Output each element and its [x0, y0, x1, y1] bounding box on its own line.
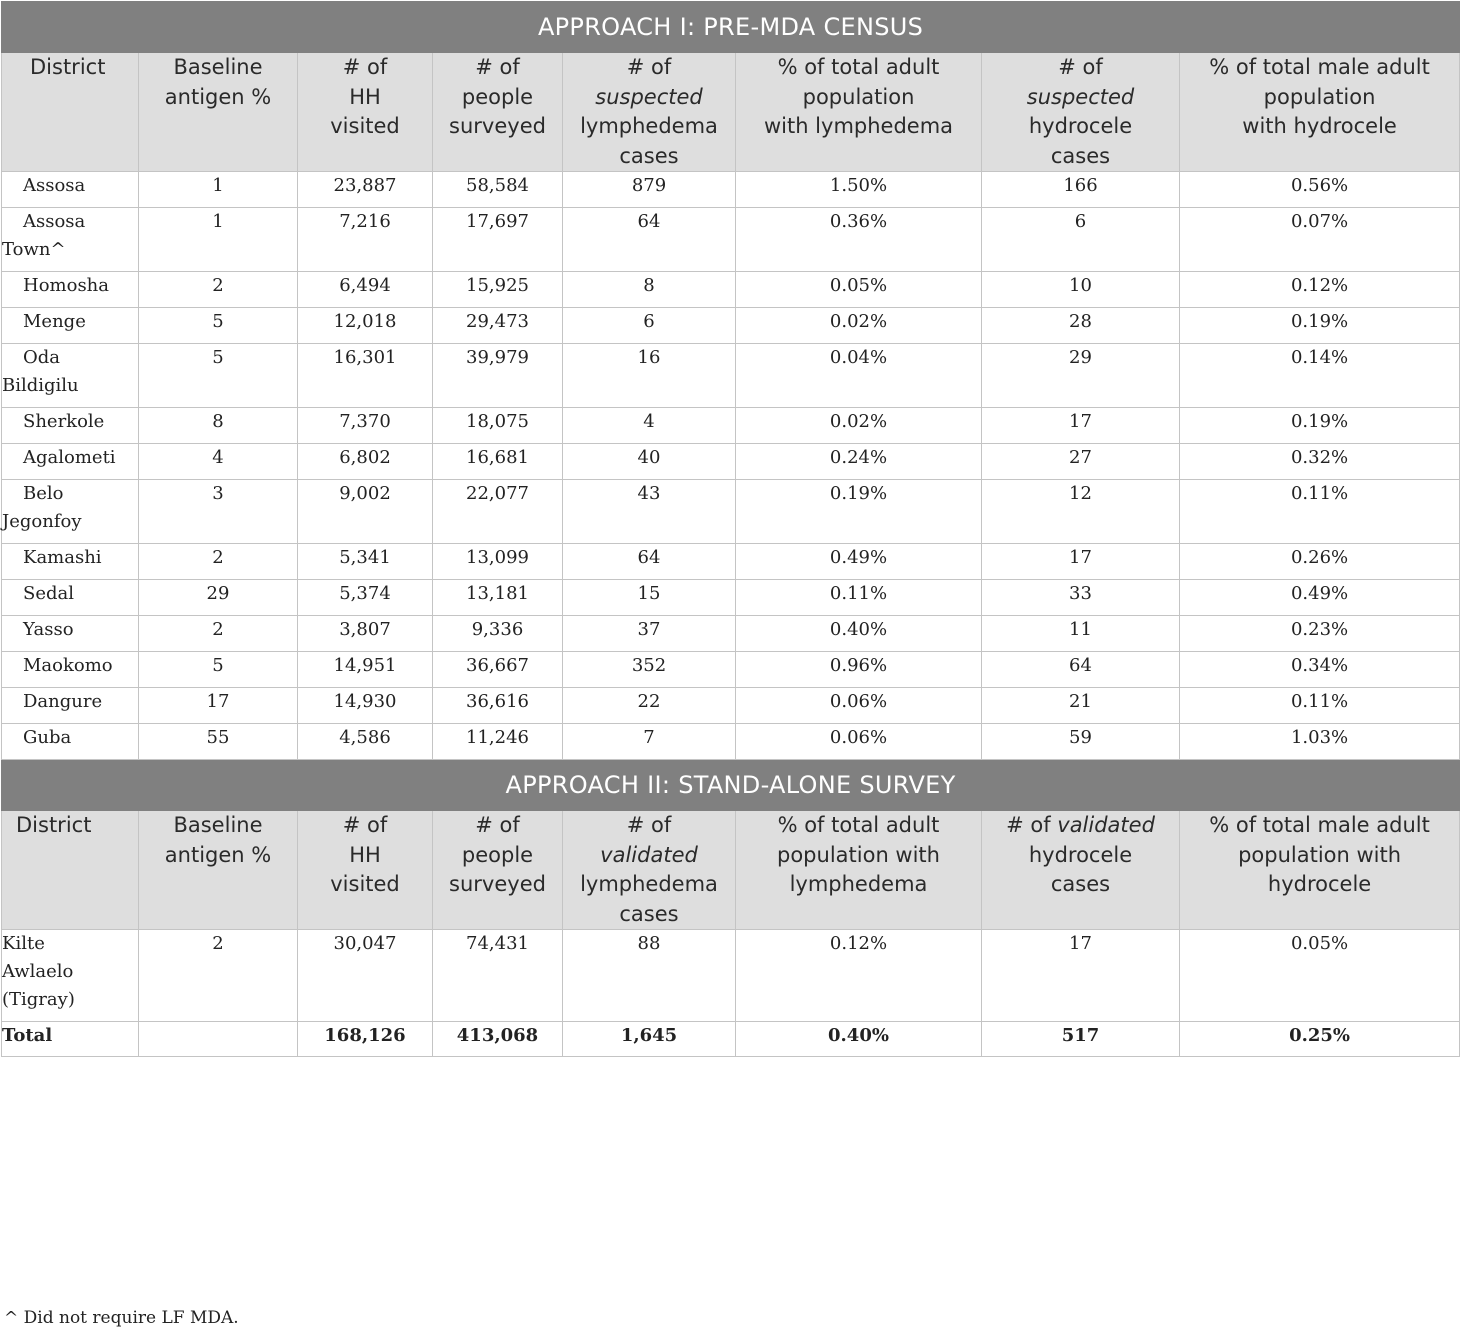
cell-hh: 23,887 — [298, 172, 433, 208]
header-row — [2, 811, 1460, 930]
column-header — [563, 53, 736, 172]
cell-hydro-pct: 0.07% — [1180, 208, 1460, 272]
column-header-line: lymphedema — [580, 872, 718, 896]
section-title-row — [2, 760, 1460, 811]
cell-hydro: 17 — [982, 930, 1180, 1022]
column-header-line: population — [1263, 84, 1376, 109]
cell-lymph: 6 — [563, 308, 736, 344]
column-header — [736, 53, 982, 172]
column-header — [139, 811, 298, 930]
column-header — [433, 53, 563, 172]
table-row — [2, 580, 1460, 616]
cell-people: 16,681 — [433, 444, 563, 480]
column-header — [1180, 53, 1460, 172]
cell-lymph-pct: 0.40% — [736, 616, 982, 652]
cell-lymph-pct: 0.19% — [736, 480, 982, 544]
cell-hydro: 33 — [982, 580, 1180, 616]
cell-hh: 30,047 — [298, 930, 433, 1022]
total-hydro: 517 — [982, 1022, 1180, 1057]
column-header — [982, 53, 1180, 172]
district-name: Bildigilu — [2, 375, 79, 396]
cell-hh: 7,370 — [298, 408, 433, 444]
cell-hydro: 59 — [982, 724, 1180, 760]
cell-lymph-pct: 0.04% — [736, 344, 982, 408]
column-header-line: cases — [1050, 143, 1111, 168]
column-header-line: hydrocele — [1028, 842, 1133, 867]
cell-hydro-pct: 0.56% — [1180, 172, 1460, 208]
column-header-line: surveyed — [449, 872, 546, 896]
cell-lymph: 43 — [563, 480, 736, 544]
header-emphasis: validated — [1057, 813, 1155, 837]
column-header-line: people — [461, 842, 534, 867]
column-header-line: Baseline — [173, 813, 263, 837]
district-cell — [2, 688, 139, 724]
cell-hh: 12,018 — [298, 308, 433, 344]
cell-lymph-pct: 0.24% — [736, 444, 982, 480]
cell-people: 15,925 — [433, 272, 563, 308]
cell-antigen: 2 — [139, 272, 298, 308]
column-header-line: # of — [475, 55, 520, 79]
district-cell — [2, 408, 139, 444]
cell-antigen: 5 — [139, 652, 298, 688]
column-header-line: District — [30, 55, 106, 79]
section-title: APPROACH II: STAND-ALONE SURVEY — [2, 760, 1460, 811]
table-row — [2, 652, 1460, 688]
cell-hydro-pct: 0.34% — [1180, 652, 1460, 688]
district-name: Assosa — [23, 211, 86, 232]
district-name: Town^ — [2, 239, 66, 260]
district-name: Kilte — [2, 933, 45, 954]
column-header-line: visited — [330, 872, 400, 896]
cell-antigen: 2 — [139, 930, 298, 1022]
total-people: 413,068 — [433, 1022, 563, 1057]
cell-hydro-pct: 1.03% — [1180, 724, 1460, 760]
column-header — [2, 811, 139, 930]
column-header — [298, 811, 433, 930]
district-name: Awlaelo — [2, 961, 74, 982]
column-header-line: lymphedema — [789, 872, 928, 896]
cell-lymph-pct: 0.06% — [736, 688, 982, 724]
district-cell — [2, 172, 139, 208]
cell-lymph: 16 — [563, 344, 736, 408]
cell-people: 13,099 — [433, 544, 563, 580]
cell-hydro-pct: 0.32% — [1180, 444, 1460, 480]
cell-antigen: 5 — [139, 308, 298, 344]
table-row — [2, 724, 1460, 760]
table-row — [2, 544, 1460, 580]
cell-people: 36,616 — [433, 688, 563, 724]
column-header-line: suspected — [1026, 84, 1135, 109]
cell-hh: 16,301 — [298, 344, 433, 408]
district-name: Assosa — [23, 175, 86, 196]
cell-hydro-pct: 0.19% — [1180, 308, 1460, 344]
cell-hydro: 64 — [982, 652, 1180, 688]
header-row — [2, 53, 1460, 172]
cell-people: 18,075 — [433, 408, 563, 444]
district-name: Belo — [23, 483, 64, 504]
column-header-line: # of validated — [1006, 813, 1155, 837]
cell-lymph: 4 — [563, 408, 736, 444]
total-row — [2, 1022, 1460, 1057]
total-label: Total — [2, 1022, 139, 1057]
column-header-line: cases — [619, 901, 679, 926]
section-title: APPROACH I: PRE-MDA CENSUS — [2, 2, 1460, 53]
column-header — [736, 811, 982, 930]
cell-people: 9,336 — [433, 616, 563, 652]
column-header-line: validated — [600, 842, 698, 867]
district-cell — [2, 544, 139, 580]
district-cell — [2, 444, 139, 480]
district-cell — [2, 208, 139, 272]
table-row — [2, 930, 1460, 1022]
cell-hh: 7,216 — [298, 208, 433, 272]
cell-antigen: 8 — [139, 408, 298, 444]
column-header-line: # of — [342, 813, 388, 837]
cell-lymph: 64 — [563, 208, 736, 272]
cell-antigen: 3 — [139, 480, 298, 544]
district-name: (Tigray) — [2, 989, 75, 1010]
column-header-line: hydrocele — [1028, 114, 1133, 138]
cell-hydro: 17 — [982, 544, 1180, 580]
district-name: Jegonfoy — [2, 511, 82, 532]
column-header-line: # of — [626, 813, 672, 837]
column-header — [2, 53, 139, 172]
cell-lymph-pct: 1.50% — [736, 172, 982, 208]
column-header-line: population with — [1238, 842, 1402, 867]
district-cell — [2, 724, 139, 760]
cell-hydro: 27 — [982, 444, 1180, 480]
section-title-row — [2, 2, 1460, 53]
data-table — [1, 1, 1460, 1057]
district-name: Yasso — [23, 619, 74, 640]
cell-lymph-pct: 0.05% — [736, 272, 982, 308]
cell-antigen: 2 — [139, 544, 298, 580]
cell-lymph: 879 — [563, 172, 736, 208]
table-row — [2, 344, 1460, 408]
cell-antigen: 1 — [139, 172, 298, 208]
district-cell — [2, 580, 139, 616]
table-row — [2, 688, 1460, 724]
table-row — [2, 208, 1460, 272]
cell-lymph: 88 — [563, 930, 736, 1022]
district-cell — [2, 344, 139, 408]
district-name: Menge — [23, 311, 86, 332]
cell-hh: 6,802 — [298, 444, 433, 480]
cell-hh: 5,341 — [298, 544, 433, 580]
district-cell — [2, 652, 139, 688]
cell-people: 39,979 — [433, 344, 563, 408]
cell-hydro: 6 — [982, 208, 1180, 272]
cell-hydro-pct: 0.11% — [1180, 480, 1460, 544]
cell-lymph-pct: 0.11% — [736, 580, 982, 616]
cell-lymph: 8 — [563, 272, 736, 308]
cell-hh: 14,930 — [298, 688, 433, 724]
cell-people: 13,181 — [433, 580, 563, 616]
cell-lymph: 64 — [563, 544, 736, 580]
cell-hh: 9,002 — [298, 480, 433, 544]
column-header — [563, 811, 736, 930]
cell-antigen: 29 — [139, 580, 298, 616]
cell-hh: 14,951 — [298, 652, 433, 688]
cell-hydro: 28 — [982, 308, 1180, 344]
district-name: Sherkole — [23, 411, 105, 432]
cell-people: 74,431 — [433, 930, 563, 1022]
table-row — [2, 172, 1460, 208]
cell-antigen: 1 — [139, 208, 298, 272]
district-name: Kamashi — [23, 547, 102, 568]
column-header-line: cases — [619, 143, 679, 168]
cell-people: 58,584 — [433, 172, 563, 208]
total-lymph-pct: 0.40% — [736, 1022, 982, 1057]
column-header-line: lymphedema — [580, 114, 718, 138]
cell-lymph-pct: 0.96% — [736, 652, 982, 688]
total-hh: 168,126 — [298, 1022, 433, 1057]
cell-hydro: 11 — [982, 616, 1180, 652]
column-header — [139, 53, 298, 172]
column-header-line: with lymphedema — [763, 114, 954, 138]
column-header — [433, 811, 563, 930]
cell-antigen: 5 — [139, 344, 298, 408]
cell-people: 17,697 — [433, 208, 563, 272]
cell-hydro: 166 — [982, 172, 1180, 208]
cell-lymph: 40 — [563, 444, 736, 480]
total-antigen — [139, 1022, 298, 1057]
cell-hh: 6,494 — [298, 272, 433, 308]
district-name: Oda — [23, 347, 61, 368]
district-name: Sedal — [23, 583, 74, 604]
district-cell — [2, 616, 139, 652]
column-header-line: Baseline — [173, 55, 263, 79]
column-header-line: population with — [777, 842, 940, 867]
cell-people: 11,246 — [433, 724, 563, 760]
cell-hydro: 12 — [982, 480, 1180, 544]
total-hydro-pct: 0.25% — [1180, 1022, 1460, 1057]
district-cell — [2, 308, 139, 344]
cell-hydro: 21 — [982, 688, 1180, 724]
cell-antigen: 4 — [139, 444, 298, 480]
column-header-line: HH — [349, 842, 381, 867]
cell-lymph-pct: 0.36% — [736, 208, 982, 272]
table-footnote: ^ Did not require LF MDA. — [4, 1308, 239, 1328]
column-header-line: % of total adult — [777, 55, 940, 79]
cell-lymph: 37 — [563, 616, 736, 652]
cell-lymph-pct: 0.12% — [736, 930, 982, 1022]
cell-people: 36,667 — [433, 652, 563, 688]
column-header-line: District — [16, 813, 92, 837]
district-name: Maokomo — [23, 655, 113, 676]
cell-hydro-pct: 0.19% — [1180, 408, 1460, 444]
cell-people: 29,473 — [433, 308, 563, 344]
district-name: Agalometi — [23, 447, 116, 468]
district-cell — [2, 480, 139, 544]
column-header-line: surveyed — [449, 114, 546, 138]
cell-hh: 5,374 — [298, 580, 433, 616]
column-header-line: % of total male adult — [1209, 55, 1430, 79]
total-lymph: 1,645 — [563, 1022, 736, 1057]
cell-hydro: 10 — [982, 272, 1180, 308]
column-header-line: with hydrocele — [1242, 114, 1397, 138]
cell-hydro-pct: 0.14% — [1180, 344, 1460, 408]
column-header-line: suspected — [595, 84, 703, 109]
cell-lymph-pct: 0.02% — [736, 308, 982, 344]
column-header-line: # of — [626, 55, 672, 79]
column-header — [1180, 811, 1460, 930]
cell-lymph: 7 — [563, 724, 736, 760]
cell-hydro-pct: 0.11% — [1180, 688, 1460, 724]
table-row — [2, 444, 1460, 480]
cell-hh: 4,586 — [298, 724, 433, 760]
cell-hydro: 17 — [982, 408, 1180, 444]
cell-antigen: 2 — [139, 616, 298, 652]
cell-antigen: 55 — [139, 724, 298, 760]
column-header-line: # of — [342, 55, 388, 79]
column-header-line: hydrocele — [1267, 872, 1372, 896]
cell-hydro: 29 — [982, 344, 1180, 408]
column-header-line: antigen % — [164, 842, 272, 867]
district-name: Dangure — [23, 691, 103, 712]
cell-hydro-pct: 0.49% — [1180, 580, 1460, 616]
cell-hh: 3,807 — [298, 616, 433, 652]
district-cell — [2, 930, 139, 1022]
column-header — [982, 811, 1180, 930]
district-name: Guba — [23, 727, 72, 748]
cell-hydro-pct: 0.12% — [1180, 272, 1460, 308]
column-header — [298, 53, 433, 172]
column-header-line: # of — [475, 813, 520, 837]
column-header-line: % of total adult — [777, 813, 940, 837]
cell-antigen: 17 — [139, 688, 298, 724]
column-header-line: HH — [349, 84, 381, 109]
column-header-line: % of total male adult — [1209, 813, 1430, 837]
column-header-line: # of — [1058, 55, 1103, 79]
column-header-line: cases — [1050, 872, 1111, 896]
cell-lymph: 22 — [563, 688, 736, 724]
table-row — [2, 616, 1460, 652]
table-row — [2, 272, 1460, 308]
cell-lymph-pct: 0.02% — [736, 408, 982, 444]
column-header-line: visited — [330, 114, 400, 138]
cell-people: 22,077 — [433, 480, 563, 544]
cell-lymph: 352 — [563, 652, 736, 688]
cell-lymph-pct: 0.49% — [736, 544, 982, 580]
cell-hydro-pct: 0.05% — [1180, 930, 1460, 1022]
column-header-line: population — [802, 84, 915, 109]
table-row — [2, 408, 1460, 444]
cell-hydro-pct: 0.26% — [1180, 544, 1460, 580]
column-header-line: people — [461, 84, 534, 109]
cell-hydro-pct: 0.23% — [1180, 616, 1460, 652]
district-name: Homosha — [23, 275, 110, 296]
cell-lymph-pct: 0.06% — [736, 724, 982, 760]
district-cell — [2, 272, 139, 308]
table-row — [2, 480, 1460, 544]
table-row — [2, 308, 1460, 344]
column-header-line: antigen % — [164, 84, 272, 109]
cell-lymph: 15 — [563, 580, 736, 616]
